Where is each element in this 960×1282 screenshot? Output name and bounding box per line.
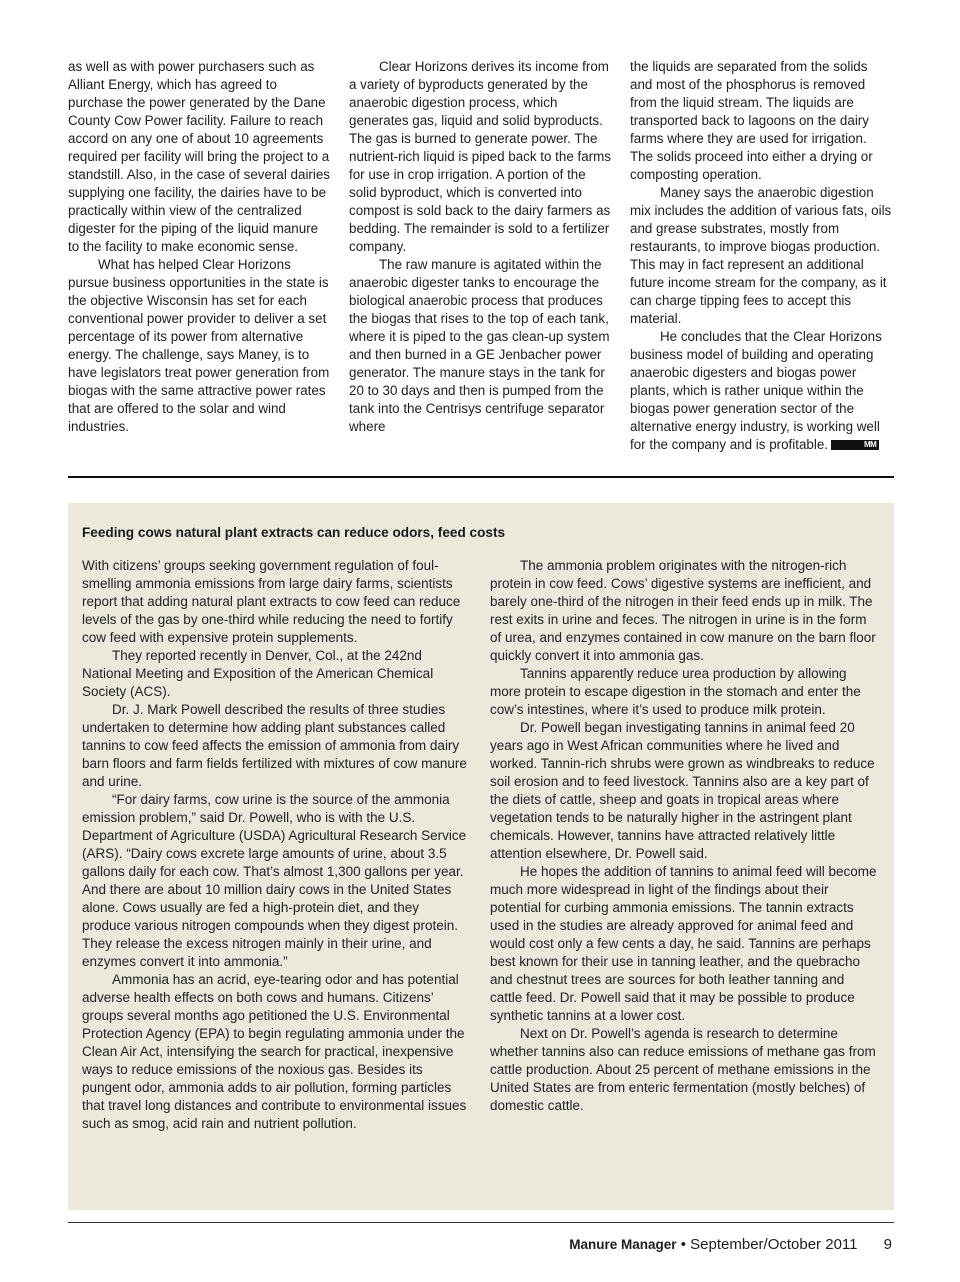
paragraph-text: He concludes that the Clear Horizons business model of building and operating anaerobic digesters and biogas power plants, which is rather unique within the biogas power generation sector of the alternative energy industry, is working well for the company and is profitable. — [630, 329, 882, 452]
article-columns — [68, 58, 894, 454]
section-divider — [68, 476, 894, 478]
sidebar-box — [68, 503, 894, 1210]
paragraph: Next on Dr. Powell’s agenda is research to determine whether tannins also can reduce emissions of methane gas from cattle production. About 25 percent of methane emissions in the United States are from enteric fermentation (mostly belches) of domestic cattle. — [490, 1026, 876, 1113]
paragraph: as well as with power purchasers such as Alliant Energy, which has agreed to purchase the power generated by the Dane County Cow Power facility. Failure to reach accord on any one of about 10 agreements required per facility will bring the project to a standstill. Also, in the case of several dairies supplying one facility, the dairies have to be practically within view of the centralized digester for the piping of the liquid manure to the facility to make economic sense. — [68, 59, 330, 254]
paragraph-last — [630, 328, 893, 454]
paragraph: What has helped Clear Horizons pursue business opportunities in the state is the objective Wisconsin has set for each conventional power provider to deliver a set percentage of its power from alternative energy. The challenge, says Maney, is to have legislators treat power generation from biogas with the same attractive power rates that are offered to the solar and wind industries. — [68, 257, 330, 434]
magazine-name: Manure Manager — [569, 1237, 677, 1252]
paragraph: Ammonia has an acrid, eye-tearing odor and has potential adverse health effects on both cows and humans. Citizens’ groups several months ago petitioned the U.S. Environmental Protection Agency (EPA) to begin regulating ammonia under the Clean Air Act, intensifying the search for practical, inexpensive ways to reduce emissions of the noxious gas. Besides its pungent odor, ammonia adds to air pollution, forming particles that travel long distances and contribute to environmental issues such as smog, acid rain and nutrient pollution. — [82, 972, 467, 1131]
paragraph: “For dairy farms, cow urine is the source of the ammonia emission problem,” said Dr. Powell, who is with the U.S. Department of Agriculture (USDA) Agricultural Research Service (ARS). “Dairy cows excrete large amounts of urine, about 3.5 gallons daily for each cow. That’s almost 1,300 gallons per year. And there are about 10 million dairy cows in the United States alone. Cows usually are fed a high-protein diet, and they produce various nitrogen compounds when they digest protein. They release the excess nitrogen mainly in their urine, and enzymes convert it into ammonia.” — [82, 792, 467, 969]
paragraph: They reported recently in Denver, Col., at the 242nd National Meeting and Exposition of the American Chemical Society (ACS). — [82, 648, 434, 699]
paragraph: the liquids are separated from the solids and most of the phosphorus is removed from the liquid stream. The liquids are transported back to lagoons on the dairy farms where they are used for irrigation. The solids proceed into either a drying or composting operation. — [630, 59, 873, 182]
paragraph: Tannins apparently reduce urea production by allowing more protein to escape digestion in the stomach and enter the cow’s intestines, where it’s used to produce milk protein. — [490, 666, 861, 717]
end-mark-logo: MM — [831, 440, 879, 450]
paragraph: With citizens’ groups seeking government regulation of foul-smelling ammonia emissions from large dairy farms, scientists report that adding natural plant extracts to cow feed can reduce levels of the gas by one-third while reducing the need to fortify cow feed with expensive protein supplements. — [82, 558, 461, 645]
page-number: 9 — [883, 1236, 892, 1253]
paragraph: Maney says the anaerobic digestion mix includes the addition of various fats, oils and grease substrates, mostly from restaurants, to improve biogas production. This may in fact represent an additional future income stream for the company, as it can charge tipping fees to accept this material. — [630, 185, 892, 326]
article-column-1 — [68, 58, 331, 454]
sidebar-column-2 — [490, 557, 878, 1133]
paragraph: Dr. Powell began investigating tannins in animal feed 20 years ago in West African communities where he lived and worked. Tannin-rich shrubs were grown as windbreaks to reduce soil erosion and to feed livestock. Tannins also are a key part of the diets of cattle, sheep and goats in tropical areas where vegetation tends to be naturally higher in the astringent plant chemicals. However, tannins have attracted relatively little attention elsewhere, Dr. Powell said. — [490, 720, 875, 861]
footer-divider — [68, 1222, 894, 1223]
paragraph: The raw manure is agitated within the anaerobic digester tanks to encourage the biological anaerobic process that produces the biogas that rises to the top of each tank, where it is piped to the gas clean-up system and then burned in a GE Jenbacher power generator. The manure stays in the tank for 20 to 30 days and then is pumped from the tank into the Centrisys centrifuge separator where — [349, 257, 610, 434]
paragraph: Dr. J. Mark Powell described the results of three studies undertaken to determine how adding plant substances called tannins to cow feed affects the emission of ammonia from dairy barn floors and farm fields fertilized with mixtures of cow manure and urine. — [82, 702, 467, 789]
paragraph: He hopes the addition of tannins to animal feed will become much more widespread in light of the findings about their potential for curbing ammonia emissions. The tannin extracts used in the studies are already approved for animal feed and would cost only a few cents a day, he said. Tannins are perhaps best known for their use in tanning leather, and the quebracho and chestnut trees are sources for both leather tanning and cattle feed. Dr. Powell said that it may be possible to produce synthetic tannins at a lower cost. — [490, 864, 877, 1023]
article-column-3 — [630, 58, 893, 454]
sidebar-title: Feeding cows natural plant extracts can reduce odors, feed costs — [82, 525, 506, 540]
footer-separator: • — [680, 1236, 686, 1253]
paragraph: The ammonia problem originates with the nitrogen-rich protein in cow feed. Cows’ digestive systems are inefficient, and barely one-third of the nitrogen in their feed ends up in milk. The rest exits in urine and feces. The nitrogen in urine is in the form of urea, and enzymes contained in cow manure on the barn floor quickly convert it into ammonia gas. — [490, 558, 876, 663]
page-footer — [569, 1236, 892, 1253]
article-column-2 — [349, 58, 612, 454]
paragraph: Clear Horizons derives its income from a variety of byproducts generated by the anaerobic digestion process, which generates gas, liquid and solid byproducts. The gas is burned to generate power. The nutrient-rich liquid is piped back to the farms for use in crop irrigation. A portion of the solid byproduct, which is converted into compost is sold back to the dairy farmers as bedding. The remainder is sold to a fertilizer company. — [349, 59, 611, 254]
sidebar-column-1 — [82, 557, 470, 1133]
sidebar-columns — [82, 557, 880, 1133]
issue-date: September/October 2011 — [690, 1236, 858, 1253]
